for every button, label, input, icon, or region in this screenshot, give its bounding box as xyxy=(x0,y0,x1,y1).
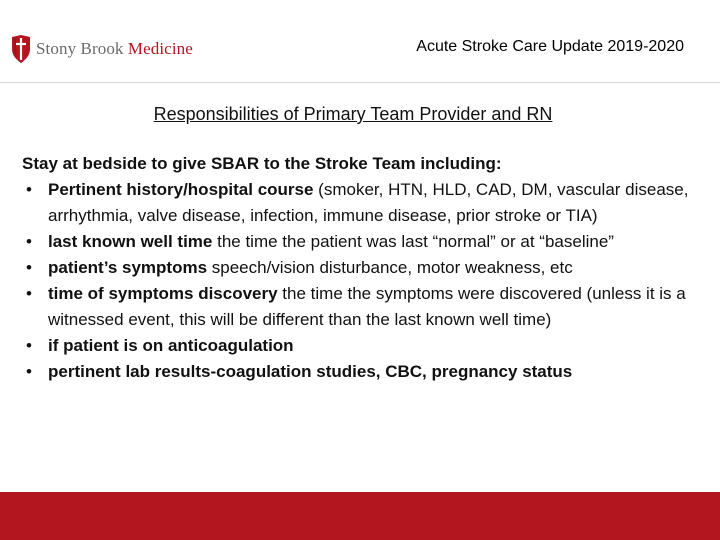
bullet-bold: if patient is on anticoagulation xyxy=(48,336,294,355)
footer-bar xyxy=(0,492,720,540)
list-item xyxy=(22,177,692,229)
list-item xyxy=(22,255,692,281)
lead-text: Stay at bedside to give SBAR to the Stroke Team including: xyxy=(22,154,502,173)
bullet-bold: last known well time xyxy=(48,232,213,251)
brand-logo xyxy=(10,34,193,64)
header-title: Acute Stroke Care Update 2019-2020 xyxy=(416,38,684,55)
brand-wordmark xyxy=(36,39,193,59)
bullet-glyph: • xyxy=(26,232,32,251)
bullet-bold: patient’s symptoms xyxy=(48,258,208,277)
brand-name-primary: Stony Brook xyxy=(36,39,124,58)
bullet-text: speech/vision disturbance, motor weakness, etc xyxy=(207,258,573,277)
list-item xyxy=(22,359,692,385)
slide-header xyxy=(0,0,720,90)
bullet-glyph: • xyxy=(26,258,32,277)
list-item xyxy=(22,229,692,255)
bullet-bold: pertinent lab results-coagulation studies, CBC, pregnancy status xyxy=(48,362,573,381)
stony-brook-shield-icon xyxy=(10,34,32,64)
bullet-bold: time of symptoms discovery xyxy=(48,284,278,303)
list-item xyxy=(22,333,692,359)
bullet-text: (smoker, HTN, HLD, CAD, DM, vascular disease, arrhythmia, valve disease, infection, immune disease, prior stroke or TIA) xyxy=(48,180,689,225)
bullet-text: the time the patient was last “normal” or at “baseline” xyxy=(212,232,614,251)
bullet-glyph: • xyxy=(26,284,32,303)
slide-content xyxy=(22,151,692,385)
bullet-glyph: • xyxy=(26,336,32,355)
header-divider xyxy=(0,82,720,83)
bullet-glyph: • xyxy=(26,180,32,199)
bullet-glyph: • xyxy=(26,362,32,381)
bullet-text: the time the symptoms were discovered (unless it is a witnessed event, this will be different than the last known well time) xyxy=(48,284,686,329)
list-item xyxy=(22,281,692,333)
bullet-bold: Pertinent history/hospital course xyxy=(48,180,314,199)
brand-name-accent: Medicine xyxy=(127,39,193,58)
bullet-list xyxy=(22,177,692,385)
slide-subtitle: Responsibilities of Primary Team Provider and RN xyxy=(153,104,553,124)
